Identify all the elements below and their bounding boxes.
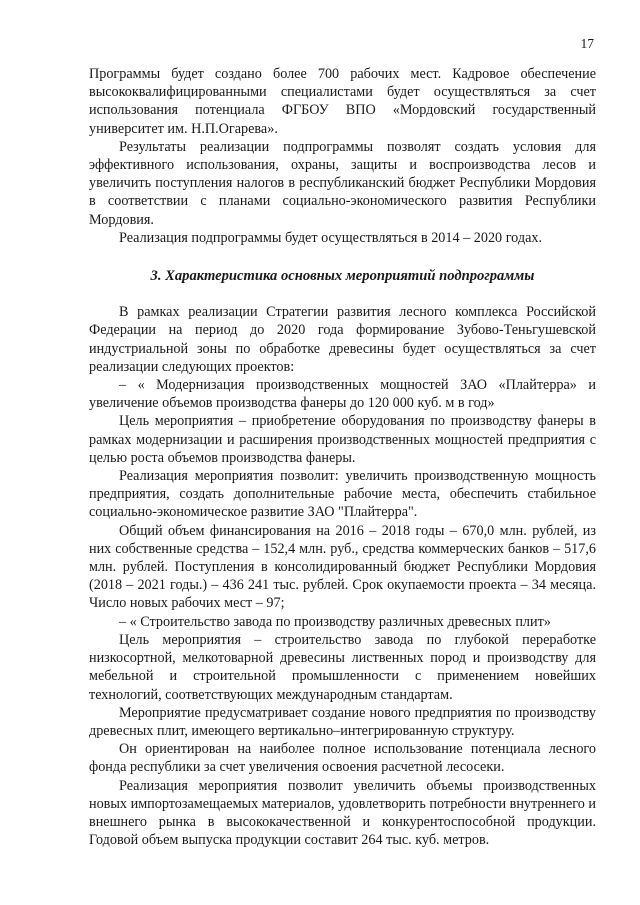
paragraph: Мероприятие предусматривает создание нового предприятия по производству древесных плит, имеющего вертикально–интегрированную структуру. <box>89 704 596 739</box>
list-item: – « Модернизация производственных мощностей ЗАО «Плайтерра» и увеличение объемов производства фанеры до 120 000 куб. м в год» <box>89 377 596 412</box>
paragraph: Результаты реализации подпрограммы позволят создать условия для эффективного использования, охраны, защиты и воспроизводства лесов и увеличить поступления налогов в республиканский бюджет Республики Мордовия в соответствии с планами социально-экономического развития Республики Мордовия. <box>89 138 596 228</box>
paragraph: Цель мероприятия – приобретение оборудования по производству фанеры в рамках модернизации и расширения производственных мощностей предприятия с целью роста объемов производства фанеры. <box>89 413 596 466</box>
paragraph: В рамках реализации Стратегии развития лесного комплекса Российской Федерации на период до 2020 года формирование Зубово-Теньгушевской индустриальной зоны по обработке древесины будет осуществляться за счет реализации следующих проектов: <box>89 304 596 375</box>
paragraph: Реализация подпрограммы будет осуществляться в 2014 – 2020 годах. <box>119 229 543 246</box>
page-content <box>89 65 596 849</box>
paragraph: Общий объем финансирования на 2016 – 2018 годы – 670,0 млн. рублей, из них собственные средства – 152,4 млн. руб., средства коммерческих банков – 517,6 млн. рублей. Поступления в консолидированный бюджет Республики Мордовия (2018 – 2021 годы.) – 436 241 тыс. рублей. Срок окупаемости проекта – 34 месяца. Число новых рабочих мест – 97; <box>89 522 596 612</box>
page-number: 17 <box>580 36 594 51</box>
paragraph: Цель мероприятия – строительство завода по глубокой переработке низкосортной, мелкотоварной древесины лиственных пород и производству для мебельной и строительной промышленности с применением новейших технологий, соответствующих международным стандартам. <box>89 631 596 703</box>
paragraph: Он ориентирован на наиболее полное использование потенциала лесного фонда республики за счет увеличения освоения расчетной лесосеки. <box>89 741 596 776</box>
paragraph: Реализация мероприятия позволит: увеличить производственную мощность предприятия, создать дополнительные рабочие места, обеспечить стабильное социально-экономическое развитие ЗАО "Плайтерра". <box>89 468 596 521</box>
paragraph: Реализация мероприятия позволит увеличить объемы производственных новых импортозамещаемых материалов, удовлетворить потребности внутреннего и внешнего рынка в высококачественной и конкурентоспособной продукции. Годовой объем выпуска продукции составит 264 тыс. куб. метров. <box>89 777 596 849</box>
paragraph: Программы будет создано более 700 рабочих мест. Кадровое обеспечение высококвалифицированными специалистами будет осуществляться за счет использования потенциала ФГБОУ ВПО «Мордовский государственный университет им. Н.П.Огарева». <box>89 66 596 137</box>
list-item: – « Строительство завода по производству различных древесных плит» <box>119 613 551 630</box>
section-heading: 3. Характеристика основных мероприятий подпрограммы <box>150 268 535 285</box>
